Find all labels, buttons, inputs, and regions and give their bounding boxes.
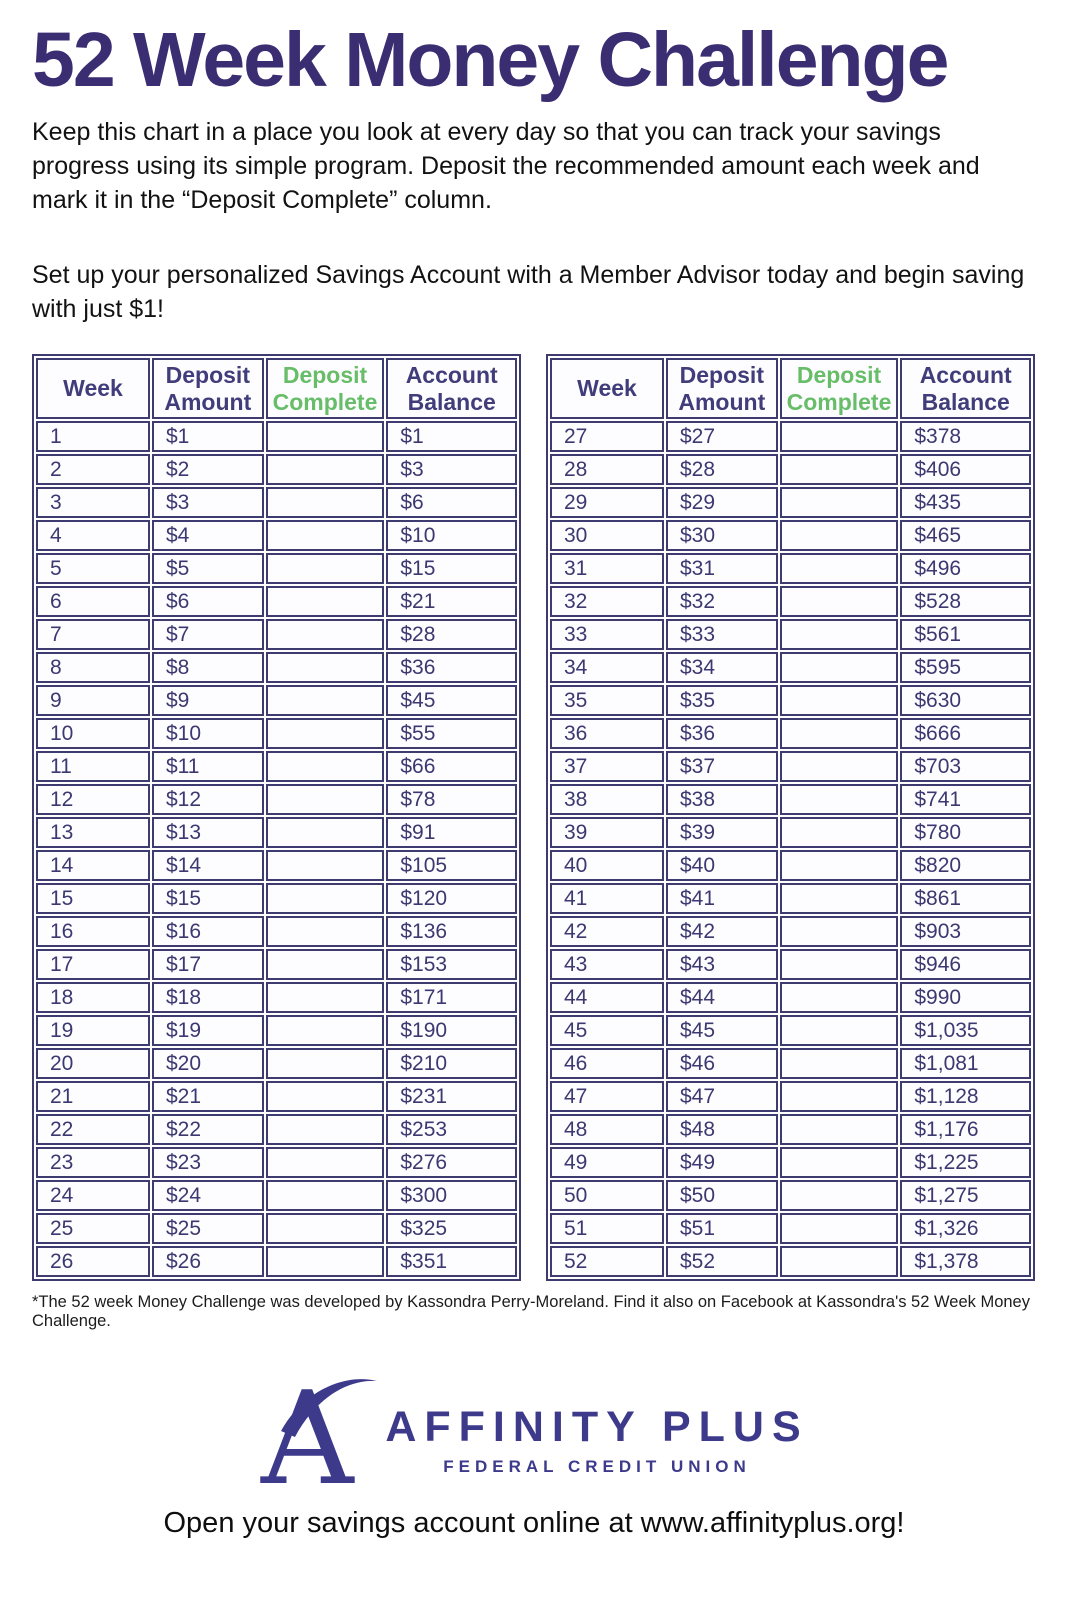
week-cell: 4	[36, 520, 150, 551]
deposit-complete-cell	[266, 850, 385, 881]
table-row	[36, 520, 517, 551]
week-cell: 8	[36, 652, 150, 683]
week-cell: 30	[550, 520, 664, 551]
table-row	[36, 652, 517, 683]
deposit-amount-cell: $45	[666, 1015, 778, 1046]
deposit-amount-cell: $48	[666, 1114, 778, 1145]
deposit-complete-cell	[266, 586, 385, 617]
deposit-complete-cell	[266, 1246, 385, 1277]
deposit-complete-cell	[266, 652, 385, 683]
deposit-amount-cell: $23	[152, 1147, 264, 1178]
table-row	[36, 949, 517, 980]
table-row	[36, 1015, 517, 1046]
account-balance-cell: $946	[900, 949, 1031, 980]
week-cell: 44	[550, 982, 664, 1013]
deposit-complete-cell	[780, 982, 899, 1013]
account-balance-cell: $91	[386, 817, 517, 848]
deposit-amount-cell: $52	[666, 1246, 778, 1277]
table-row	[36, 784, 517, 815]
deposit-complete-cell	[780, 619, 899, 650]
account-balance-cell: $6	[386, 487, 517, 518]
week-cell: 26	[36, 1246, 150, 1277]
week-cell: 3	[36, 487, 150, 518]
week-cell: 43	[550, 949, 664, 980]
week-cell: 9	[36, 685, 150, 716]
table-row	[36, 1081, 517, 1112]
deposit-amount-column-header: Deposit Amount	[152, 358, 264, 419]
week-cell: 12	[36, 784, 150, 815]
table-row	[550, 916, 1031, 947]
deposit-amount-cell: $50	[666, 1180, 778, 1211]
account-balance-cell: $28	[386, 619, 517, 650]
footnote: *The 52 week Money Challenge was developed by Kassondra Perry-Moreland. Find it also on Facebook at Kassondra's 52 Week Money Challenge.	[32, 1292, 1030, 1330]
cta-line: Open your savings account online at www.affinityplus.org!	[163, 1506, 905, 1539]
week-cell: 2	[36, 454, 150, 485]
week-cell: 14	[36, 850, 150, 881]
account-balance-cell: $210	[386, 1048, 517, 1079]
table-row	[36, 553, 517, 584]
account-balance-cell: $10	[386, 520, 517, 551]
deposit-complete-cell	[266, 916, 385, 947]
deposit-complete-cell	[266, 751, 385, 782]
account-balance-cell: $1,128	[900, 1081, 1031, 1112]
week-cell: 29	[550, 487, 664, 518]
account-balance-cell: $105	[386, 850, 517, 881]
week-cell: 19	[36, 1015, 150, 1046]
table-row	[550, 685, 1031, 716]
account-balance-cell: $406	[900, 454, 1031, 485]
account-balance-cell: $666	[900, 718, 1031, 749]
table-row	[550, 784, 1031, 815]
deposit-amount-cell: $44	[666, 982, 778, 1013]
savings-tables	[32, 354, 1036, 1281]
deposit-complete-cell	[266, 421, 385, 452]
table-row	[36, 850, 517, 881]
deposit-amount-cell: $10	[152, 718, 264, 749]
right-table-body	[550, 421, 1031, 1277]
header-row	[36, 358, 517, 419]
week-cell: 47	[550, 1081, 664, 1112]
deposit-amount-cell: $32	[666, 586, 778, 617]
account-balance-cell: $630	[900, 685, 1031, 716]
deposit-amount-cell: $22	[152, 1114, 264, 1145]
deposit-amount-cell: $12	[152, 784, 264, 815]
deposit-amount-cell: $7	[152, 619, 264, 650]
deposit-amount-cell: $4	[152, 520, 264, 551]
table-row	[550, 751, 1031, 782]
table-row	[550, 1180, 1031, 1211]
deposit-complete-cell	[780, 1081, 899, 1112]
week-cell: 24	[36, 1180, 150, 1211]
table-row	[550, 718, 1031, 749]
week-cell: 41	[550, 883, 664, 914]
header-row	[550, 358, 1031, 419]
deposit-complete-cell	[266, 718, 385, 749]
account-balance-cell: $1,275	[900, 1180, 1031, 1211]
week-cell: 37	[550, 751, 664, 782]
deposit-amount-cell: $33	[666, 619, 778, 650]
account-balance-cell: $1,176	[900, 1114, 1031, 1145]
account-balance-cell: $171	[386, 982, 517, 1013]
deposit-amount-cell: $1	[152, 421, 264, 452]
account-balance-cell: $253	[386, 1114, 517, 1145]
deposit-amount-cell: $41	[666, 883, 778, 914]
deposit-amount-cell: $9	[152, 685, 264, 716]
account-balance-column-header: Account Balance	[386, 358, 517, 419]
intro-paragraph-2: Set up your personalized Savings Account with a Member Advisor today and begin saving with just $1!	[32, 260, 1025, 323]
week-cell: 38	[550, 784, 664, 815]
deposit-amount-cell: $37	[666, 751, 778, 782]
table-row	[550, 817, 1031, 848]
account-balance-cell: $300	[386, 1180, 517, 1211]
account-balance-cell: $1,326	[900, 1213, 1031, 1244]
deposit-amount-cell: $5	[152, 553, 264, 584]
week-cell: 34	[550, 652, 664, 683]
deposit-amount-cell: $19	[152, 1015, 264, 1046]
table-row	[36, 817, 517, 848]
account-balance-cell: $561	[900, 619, 1031, 650]
table-row	[36, 1246, 517, 1277]
table-row	[550, 982, 1031, 1013]
week-cell: 35	[550, 685, 664, 716]
deposit-amount-cell: $31	[666, 553, 778, 584]
table-row	[550, 1147, 1031, 1178]
table-row	[36, 487, 517, 518]
deposit-amount-cell: $27	[666, 421, 778, 452]
week-cell: 50	[550, 1180, 664, 1211]
deposit-complete-cell	[266, 817, 385, 848]
account-balance-cell: $36	[386, 652, 517, 683]
deposit-amount-cell: $15	[152, 883, 264, 914]
deposit-complete-cell	[780, 1246, 899, 1277]
week-cell: 49	[550, 1147, 664, 1178]
table-row	[36, 751, 517, 782]
account-balance-cell: $21	[386, 586, 517, 617]
table-row	[550, 520, 1031, 551]
account-balance-cell: $820	[900, 850, 1031, 881]
account-balance-cell: $325	[386, 1213, 517, 1244]
account-balance-cell: $1	[386, 421, 517, 452]
account-balance-cell: $351	[386, 1246, 517, 1277]
account-balance-cell: $45	[386, 685, 517, 716]
deposit-complete-column-header: Deposit Complete	[266, 358, 385, 419]
deposit-complete-cell	[266, 1114, 385, 1145]
week-cell: 40	[550, 850, 664, 881]
deposit-complete-column-header: Deposit Complete	[780, 358, 899, 419]
logo-name: AFFINITY PLUS	[385, 1403, 809, 1452]
account-balance-cell: $55	[386, 718, 517, 749]
account-balance-cell: $78	[386, 784, 517, 815]
table-row	[550, 454, 1031, 485]
week-cell: 33	[550, 619, 664, 650]
table-row	[550, 652, 1031, 683]
deposit-complete-cell	[266, 1147, 385, 1178]
table-row	[550, 949, 1031, 980]
deposit-complete-cell	[780, 1015, 899, 1046]
table-row	[550, 1081, 1031, 1112]
week-cell: 31	[550, 553, 664, 584]
deposit-complete-cell	[266, 454, 385, 485]
week-cell: 27	[550, 421, 664, 452]
deposit-amount-cell: $2	[152, 454, 264, 485]
deposit-complete-cell	[780, 883, 899, 914]
account-balance-cell: $465	[900, 520, 1031, 551]
left-table-body	[36, 421, 517, 1277]
table-row	[36, 916, 517, 947]
deposit-complete-cell	[266, 949, 385, 980]
account-balance-cell: $741	[900, 784, 1031, 815]
deposit-complete-cell	[780, 916, 899, 947]
savings-table-weeks-1-26	[32, 354, 521, 1281]
table-row	[36, 421, 517, 452]
deposit-complete-cell	[780, 487, 899, 518]
week-cell: 11	[36, 751, 150, 782]
account-balance-column-header: Account Balance	[900, 358, 1031, 419]
table-row	[550, 1114, 1031, 1145]
table-row	[36, 1048, 517, 1079]
table-row	[550, 883, 1031, 914]
deposit-complete-cell	[266, 982, 385, 1013]
deposit-complete-cell	[780, 685, 899, 716]
table-row	[36, 982, 517, 1013]
deposit-complete-cell	[780, 553, 899, 584]
table-row	[550, 1213, 1031, 1244]
table-row	[36, 1213, 517, 1244]
account-balance-cell: $861	[900, 883, 1031, 914]
account-balance-cell: $190	[386, 1015, 517, 1046]
week-cell: 23	[36, 1147, 150, 1178]
deposit-amount-cell: $28	[666, 454, 778, 485]
savings-table-weeks-27-52	[546, 354, 1035, 1281]
account-balance-cell: $780	[900, 817, 1031, 848]
account-balance-cell: $595	[900, 652, 1031, 683]
deposit-amount-cell: $29	[666, 487, 778, 518]
logo-subtitle: FEDERAL CREDIT UNION	[443, 1457, 751, 1477]
table-row	[36, 454, 517, 485]
deposit-amount-cell: $6	[152, 586, 264, 617]
table-row	[36, 1147, 517, 1178]
week-cell: 22	[36, 1114, 150, 1145]
account-balance-cell: $276	[386, 1147, 517, 1178]
deposit-complete-cell	[780, 520, 899, 551]
deposit-complete-cell	[266, 1081, 385, 1112]
week-cell: 7	[36, 619, 150, 650]
deposit-complete-cell	[780, 1213, 899, 1244]
account-balance-cell: $903	[900, 916, 1031, 947]
deposit-amount-cell: $47	[666, 1081, 778, 1112]
page-title: 52 Week Money Challenge	[32, 17, 948, 103]
week-cell: 48	[550, 1114, 664, 1145]
week-column-header: Week	[550, 358, 664, 419]
account-balance-cell: $3	[386, 454, 517, 485]
table-row	[36, 883, 517, 914]
deposit-amount-cell: $51	[666, 1213, 778, 1244]
account-balance-cell: $231	[386, 1081, 517, 1112]
week-cell: 51	[550, 1213, 664, 1244]
table-row	[550, 1048, 1031, 1079]
deposit-amount-cell: $3	[152, 487, 264, 518]
week-cell: 17	[36, 949, 150, 980]
table-row	[36, 1114, 517, 1145]
week-cell: 6	[36, 586, 150, 617]
affinity-plus-logo	[32, 1365, 1036, 1491]
account-balance-cell: $120	[386, 883, 517, 914]
deposit-amount-cell: $20	[152, 1048, 264, 1079]
deposit-amount-cell: $8	[152, 652, 264, 683]
deposit-complete-cell	[780, 949, 899, 980]
table-row	[550, 1015, 1031, 1046]
deposit-amount-cell: $18	[152, 982, 264, 1013]
deposit-amount-cell: $25	[152, 1213, 264, 1244]
account-balance-cell: $1,035	[900, 1015, 1031, 1046]
affinity-plus-monogram-icon	[259, 1365, 379, 1491]
week-cell: 42	[550, 916, 664, 947]
deposit-amount-cell: $16	[152, 916, 264, 947]
account-balance-cell: $1,081	[900, 1048, 1031, 1079]
account-balance-cell: $1,378	[900, 1246, 1031, 1277]
deposit-complete-cell	[266, 784, 385, 815]
deposit-complete-cell	[780, 784, 899, 815]
deposit-complete-cell	[266, 1015, 385, 1046]
week-cell: 52	[550, 1246, 664, 1277]
deposit-amount-cell: $43	[666, 949, 778, 980]
deposit-amount-cell: $11	[152, 751, 264, 782]
week-cell: 45	[550, 1015, 664, 1046]
deposit-amount-cell: $39	[666, 817, 778, 848]
account-balance-cell: $528	[900, 586, 1031, 617]
deposit-amount-cell: $17	[152, 949, 264, 980]
deposit-complete-cell	[780, 817, 899, 848]
week-cell: 15	[36, 883, 150, 914]
table-row	[550, 1246, 1031, 1277]
deposit-amount-cell: $13	[152, 817, 264, 848]
week-cell: 16	[36, 916, 150, 947]
week-cell: 25	[36, 1213, 150, 1244]
week-cell: 1	[36, 421, 150, 452]
table-row	[36, 619, 517, 650]
deposit-complete-cell	[266, 1048, 385, 1079]
deposit-complete-cell	[266, 883, 385, 914]
monogram-letter: A	[261, 1364, 354, 1491]
table-row	[36, 685, 517, 716]
deposit-amount-cell: $21	[152, 1081, 264, 1112]
week-cell: 10	[36, 718, 150, 749]
week-cell: 13	[36, 817, 150, 848]
table-row	[550, 850, 1031, 881]
deposit-amount-cell: $49	[666, 1147, 778, 1178]
deposit-complete-cell	[266, 487, 385, 518]
week-cell: 18	[36, 982, 150, 1013]
intro-paragraph-1: Keep this chart in a place you look at every day so that you can track your savings progress using its simple program. Deposit the recommended amount each week and mark it in the “Deposit Complete” column.	[32, 117, 980, 215]
deposit-amount-cell: $14	[152, 850, 264, 881]
week-cell: 28	[550, 454, 664, 485]
account-balance-cell: $1,225	[900, 1147, 1031, 1178]
week-cell: 5	[36, 553, 150, 584]
account-balance-cell: $153	[386, 949, 517, 980]
table-row	[550, 619, 1031, 650]
deposit-complete-cell	[266, 1213, 385, 1244]
account-balance-cell: $435	[900, 487, 1031, 518]
deposit-amount-column-header: Deposit Amount	[666, 358, 778, 419]
table-row	[550, 487, 1031, 518]
account-balance-cell: $496	[900, 553, 1031, 584]
deposit-complete-cell	[780, 718, 899, 749]
deposit-amount-cell: $26	[152, 1246, 264, 1277]
week-cell: 21	[36, 1081, 150, 1112]
account-balance-cell: $66	[386, 751, 517, 782]
deposit-complete-cell	[266, 520, 385, 551]
deposit-complete-cell	[780, 421, 899, 452]
week-column-header: Week	[36, 358, 150, 419]
account-balance-cell: $990	[900, 982, 1031, 1013]
table-row	[36, 1180, 517, 1211]
table-row	[550, 421, 1031, 452]
deposit-complete-cell	[780, 652, 899, 683]
deposit-amount-cell: $40	[666, 850, 778, 881]
week-cell: 46	[550, 1048, 664, 1079]
deposit-complete-cell	[780, 1048, 899, 1079]
account-balance-cell: $703	[900, 751, 1031, 782]
deposit-amount-cell: $34	[666, 652, 778, 683]
deposit-complete-cell	[780, 1147, 899, 1178]
table-row	[36, 586, 517, 617]
deposit-complete-cell	[266, 619, 385, 650]
deposit-complete-cell	[266, 1180, 385, 1211]
deposit-amount-cell: $38	[666, 784, 778, 815]
deposit-complete-cell	[266, 685, 385, 716]
deposit-amount-cell: $24	[152, 1180, 264, 1211]
deposit-complete-cell	[780, 586, 899, 617]
week-cell: 32	[550, 586, 664, 617]
deposit-amount-cell: $30	[666, 520, 778, 551]
table-row	[550, 586, 1031, 617]
deposit-complete-cell	[266, 553, 385, 584]
deposit-complete-cell	[780, 1114, 899, 1145]
account-balance-cell: $136	[386, 916, 517, 947]
deposit-amount-cell: $35	[666, 685, 778, 716]
week-cell: 36	[550, 718, 664, 749]
table-row	[550, 553, 1031, 584]
deposit-amount-cell: $46	[666, 1048, 778, 1079]
deposit-amount-cell: $42	[666, 916, 778, 947]
table-row	[36, 718, 517, 749]
deposit-complete-cell	[780, 1180, 899, 1211]
deposit-amount-cell: $36	[666, 718, 778, 749]
week-cell: 39	[550, 817, 664, 848]
deposit-complete-cell	[780, 850, 899, 881]
deposit-complete-cell	[780, 751, 899, 782]
account-balance-cell: $378	[900, 421, 1031, 452]
account-balance-cell: $15	[386, 553, 517, 584]
week-cell: 20	[36, 1048, 150, 1079]
deposit-complete-cell	[780, 454, 899, 485]
